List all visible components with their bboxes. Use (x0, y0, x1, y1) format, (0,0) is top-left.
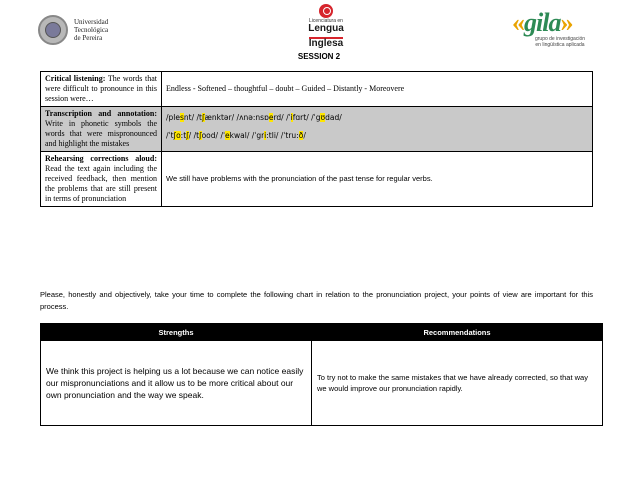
table-row (41, 341, 603, 426)
program-logo (296, 4, 356, 52)
university-name (74, 18, 108, 42)
transcription-value (162, 107, 593, 152)
instructions-paragraph: Please, honestly and objectively, take your time to complete the following chart in relation to the pronunciation project, your points of view are important for this process. (40, 290, 593, 311)
table-row (41, 107, 593, 152)
gila-logo (512, 10, 608, 50)
strengths-header: Strengths (41, 324, 312, 341)
university-line-2: Tecnológica (74, 26, 109, 34)
table-row (41, 152, 593, 207)
feedback-table (40, 323, 603, 426)
program-logo-small: Licenciatura en (309, 18, 343, 24)
table-header-row (41, 324, 603, 341)
rehearsing-value: We still have problems with the pronunciation of the past tense for regular verbs. (162, 152, 593, 207)
table-row (41, 72, 593, 107)
university-line-1: Universidad (74, 18, 109, 26)
program-logo-line-1: Lengua (308, 23, 344, 34)
session-table (40, 71, 593, 207)
transcription-label: Transcription and annotation: Write in phonetic symbols the words that were mispronounced and highlight the mistakes (41, 107, 162, 152)
university-line-3: de Pereira (74, 34, 103, 42)
university-logo (38, 10, 178, 50)
gila-wordmark: «gila» (512, 8, 573, 37)
university-seal-icon (38, 15, 68, 45)
program-badge-icon (319, 4, 333, 18)
strengths-cell: We think this project is helping us a lot because we can notice easily our mispronunciations and it allow us to be more critical about our own pronunciation and the way we speak. (41, 341, 312, 426)
recommendations-cell: To try not to make the same mistakes that we have already corrected, so that way we would improve our pronunciation rapidly. (312, 341, 603, 426)
ipa-line-1: /plesnt/ /tʃænktər/ /ʌnə:nsɒerd/ /ˈifɑrt/ /ˈgʊdad/ (166, 113, 342, 122)
ipa-line-2: /ˈtʃo:tʃ/ /tʃood/ /ˈekwal/ /ˈgri:tli/ /ˈtru:ð/ (166, 131, 306, 140)
rehearsing-label: Rehearsing corrections aloud: Read the text again including the received feedback, then mention the problems that are still present in terms of pronunciation (41, 152, 162, 207)
recommendations-header: Recommendations (312, 324, 603, 341)
critical-listening-label: Critical listening: The words that were difficult to pronounce in this session were… (41, 72, 162, 107)
program-logo-line-2: Inglesa (308, 38, 344, 49)
gila-subtitle-2: en lingüística aplicada (535, 42, 585, 48)
session-title: SESSION 2 (297, 52, 341, 61)
critical-listening-value: Endless - Softened – thoughtful – doubt – Guided – Distantly - Moreovere (162, 72, 593, 107)
gila-subtitle-1: grupo de investigación (534, 36, 586, 42)
